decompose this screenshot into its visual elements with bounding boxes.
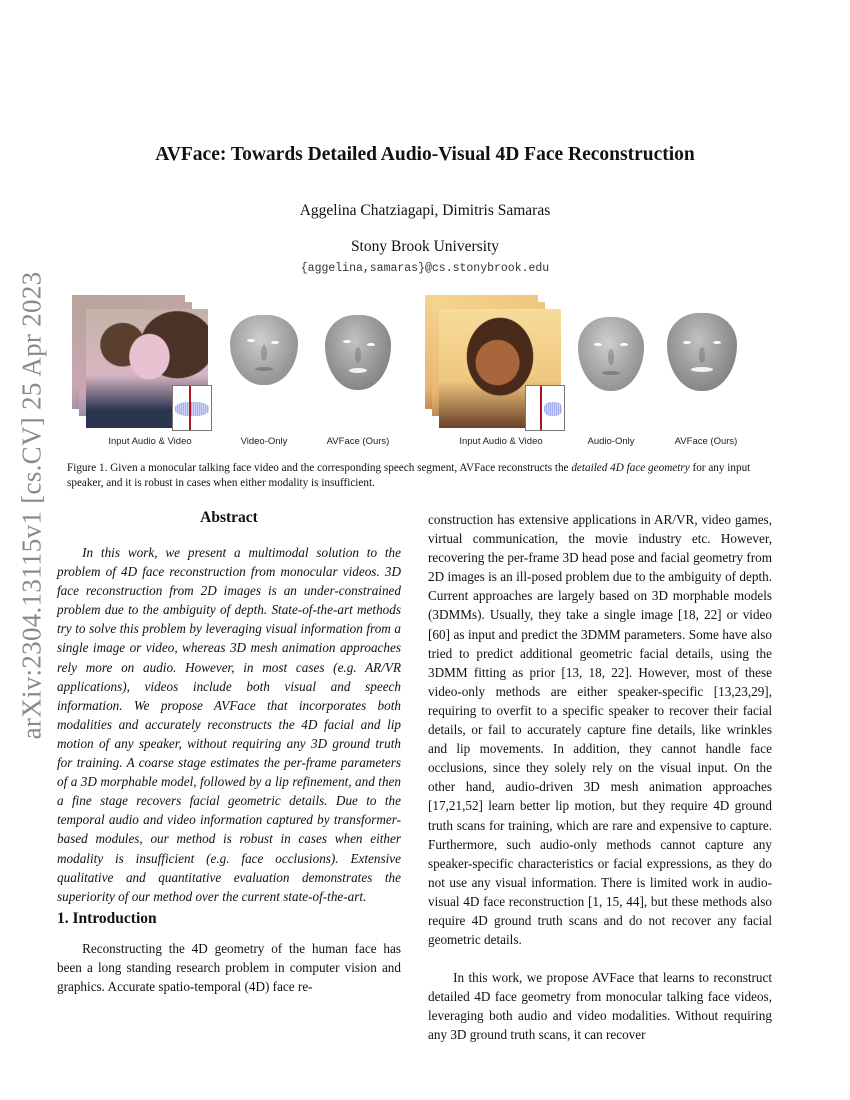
input-video-frames-right bbox=[425, 295, 570, 430]
audio-waveform-inset bbox=[525, 385, 565, 431]
paper-title: AVFace: Towards Detailed Audio-Visual 4D Face Reconstruction bbox=[155, 144, 695, 165]
audio-time-cursor bbox=[540, 386, 542, 430]
intro-paragraph: construction has extensive applications in AR/VR, video games, virtual communication, the movie industry etc. However, recovering the per-frame 3D head pose and facial geometry from 2D images is an ill-posed problem due to the ambiguity of depth. Current approaches are largely based on 3D morphable models (3DMMs). Usually, they take a single image [18, 22] or video [60] as input and predict the 3DMM parameters. Some have also tried to predict additional geometric facial details, using the 3DMM fitting as prior [13, 18, 22]. However, most of these video-only methods are either speaker-specific [13,23,29], requiring to overfit to a specific speaker to recover their facial details, or fail to accurately capture fine details, like wrinkles and lip movements. In addition, they cannot handle face occlusions, since they solely rely on the visual input. On the other hand, audio-driven 3D mesh animation approaches [17,21,52] learn better lip motion, but they require 4D ground truth scans for training, which are rare and expensive to capture. Furthermore, such audio-only methods cannot capture any speaker-specific characteristics or facial expressions, as they do not use any visual information. There is limited work in audio-visual 4D face reconstruction [1, 15, 44], but these methods also require 4D ground truth scans and do not recover any facial geometric details. bbox=[428, 512, 772, 948]
audio-time-cursor bbox=[189, 386, 191, 430]
figure-caption: Figure 1. Given a monocular talking face video and the corresponding speech segment, AVFace reconstructs the detailed 4D face geometry for any input speaker, and it is robust in cases when either modality is insufficient. bbox=[67, 462, 751, 489]
figure-label: AVFace (Ours) bbox=[674, 436, 738, 447]
figure-label: Input Audio & Video bbox=[459, 436, 543, 447]
caption-emphasis: detailed 4D face geometry bbox=[571, 462, 690, 474]
figure-label: AVFace (Ours) bbox=[326, 436, 390, 447]
abstract-paragraph: In this work, we present a multimodal solution to the problem of 4D face reconstruction from monocular videos. 3D face reconstruction from 2D images is an under-constrained problem due to the ambiguity of depth. State-of-the-art methods try to solve this problem by leveraging visual information from a single image or video, whereas 3D mesh animation approaches rely more on audio. However, in most cases (e.g. AR/VR applications), videos include both visual and speech information. We propose AVFace that incorporates both modalities and accurately reconstructs the 4D facial and lip motion of any speaker, without requiring any 3D ground truth for training. A coarse stage estimates the per-frame parameters of a 3D morphable model, followed by a lip refinement, and then a fine stage recovers facial geometric details. Due to the temporal audio and video information captured by transformer-based modules, our method is robust in cases when either modality is insufficient (e.g. face occlusions). Extensive qualitative and quantitative evaluation demonstrates the superiority of our method over the current state-of-the-art. bbox=[57, 545, 401, 904]
arxiv-identifier-stamp bbox=[12, 271, 52, 739]
audio-waveform bbox=[175, 402, 209, 416]
introduction-heading: 1. Introduction bbox=[57, 910, 157, 927]
avface-mesh-left bbox=[325, 315, 391, 390]
introduction-left-column bbox=[57, 939, 401, 996]
author-email: {aggelina,samaras}@cs.stonybrook.edu bbox=[300, 262, 550, 275]
abstract-body bbox=[57, 543, 401, 906]
avface-mesh-right bbox=[667, 313, 737, 391]
figure-1 bbox=[70, 293, 790, 453]
audio-only-mesh bbox=[578, 317, 644, 391]
abstract-heading: Abstract bbox=[200, 509, 258, 526]
audio-waveform-inset bbox=[172, 385, 212, 431]
audio-waveform bbox=[544, 402, 562, 416]
intro-paragraph: In this work, we propose AVFace that learns to reconstruct detailed 4D face geometry from monocular talking face videos, leveraging both audio and video modalities. Without requiring any 3D ground truth scans, it can recover bbox=[428, 970, 772, 1043]
figure-label: Audio-Only bbox=[587, 436, 635, 447]
intro-paragraph: Reconstructing the 4D geometry of the human face has been a long standing research problem in computer vision and graphics. Accurate spatio-temporal (4D) face re- bbox=[57, 941, 401, 995]
figure-label: Video-Only bbox=[240, 436, 288, 447]
input-video-frames-left bbox=[72, 295, 217, 430]
video-only-mesh bbox=[230, 315, 298, 385]
introduction-right-column bbox=[428, 510, 772, 1045]
figure-label: Input Audio & Video bbox=[108, 436, 192, 447]
arxiv-id-text: arXiv:2304.13115v1 [cs.CV] 25 Apr 2023 bbox=[16, 271, 47, 739]
author-affiliation: Stony Brook University bbox=[350, 238, 500, 255]
paper-authors: Aggelina Chatziagapi, Dimitris Samaras bbox=[299, 202, 551, 219]
